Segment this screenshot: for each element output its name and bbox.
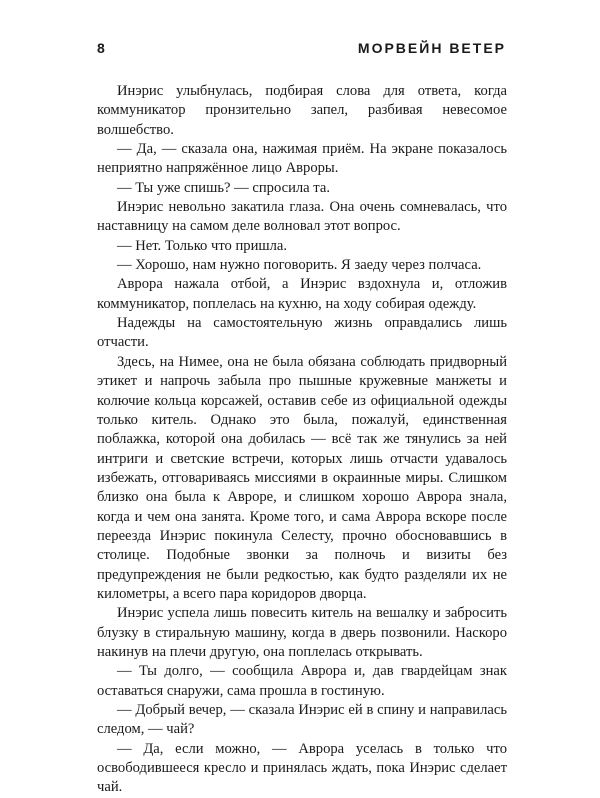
paragraph: Аврора нажала отбой, а Инэрис вздохнула и, отложив коммуникатор, поплелась на кухню, на ходу собирая одежду.	[97, 276, 507, 312]
paragraph: Надежды на самостоятельную жизнь оправдались лишь отчасти.	[97, 315, 507, 351]
body-text	[97, 82, 507, 798]
paragraph: — Да, если можно, — Аврора уселась в только что освободившееся кресло и принялась ждать, пока Инэрис сделает чай.	[97, 740, 507, 796]
book-title: МОРВЕЙН ВЕТЕР	[357, 40, 506, 56]
paragraph: Инэрис успела лишь повесить китель на вешалку и забросить блузку в стиральную машину, когда в дверь позвонили. Наскоро накинув на плечи другую, она поплелась открывать.	[97, 605, 507, 660]
paragraph: — Добрый вечер, — сказала Инэрис ей в спину и направилась следом, — чай?	[97, 702, 507, 738]
paragraph: — Нет. Только что пришла.	[117, 237, 288, 254]
paragraph: — Ты долго, — сообщила Аврора и, дав гвардейцам знак оставаться снаружи, сама прошла в гостиную.	[97, 663, 507, 699]
running-header	[0, 40, 600, 62]
paragraph: — Ты уже спишь? — спросила та.	[117, 179, 330, 196]
paragraph: — Хорошо, нам нужно поговорить. Я заеду через полчаса.	[117, 257, 482, 274]
page-number: 8	[97, 40, 106, 56]
paragraph: — Да, — сказала она, нажимая приём. На экране показалось неприятно напряжённое лицо Авроры.	[97, 141, 507, 177]
paragraph: Инэрис улыбнулась, подбирая слова для ответа, когда коммуникатор пронзительно запел, разбивая невесомое волшебство.	[97, 83, 507, 138]
paragraph: Инэрис невольно закатила глаза. Она очень сомневалась, что наставницу на самом деле волновал этот вопрос.	[97, 199, 507, 235]
paragraph: Здесь, на Нимее, она не была обязана соблюдать придворный этикет и напрочь забыла про пышные кружевные манжеты и колючие кольца корсажей, оставив себе из официальной одежды только китель. Однако это была, пожалуй, единственная поблажка, которой она добилась — всё так же тянулись за ней интриги и светские встречи, которых лишь отчасти удавалось избежать, отговариваясь миссиями в окраинные миры. Слишком близко она была к Авроре, и слишком хорошо Аврора знала, когда и чем она занята. Кроме того, и сама Аврора вскоре после переезда Инэрис покинула Селесту, прочно обосновавшись в столице. Подобные звонки за полночь и визиты без предупреждения не были редкостью, как будто разделяли их не километры, а всего пара коридоров дворца.	[97, 353, 507, 602]
